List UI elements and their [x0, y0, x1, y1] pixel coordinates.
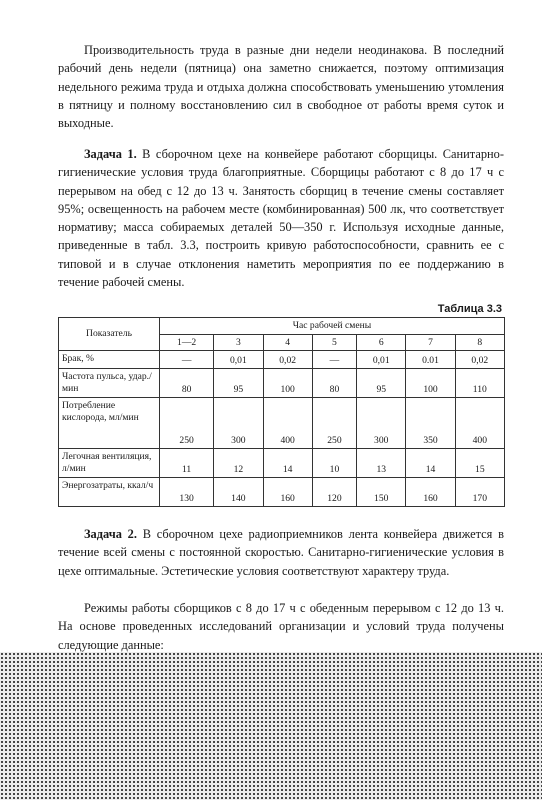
paragraph-text: Производительность труда в разные дни недели неодинакова. В последний рабочий день недели (пятница) она заметно снижается, поэтому оптимизация недельного режима труда и отдыха должна способствовать уменьшению утомления в пятницу и полному восстановлению сил в свободное от работы время суток и выходные. — [58, 43, 504, 131]
table-cell: — — [160, 351, 214, 369]
work-modes-text: Режимы работы сборщиков с 8 до 17 ч с обеденным перерывом с 12 до 13 ч. На основе проведенных исследований организации и условий труда получены следующие данные: — [58, 601, 504, 652]
table-cell: 110 — [455, 369, 504, 398]
table-title: Таблица 3.3 — [437, 303, 502, 315]
hour-cell: 7 — [406, 334, 455, 351]
table-cell: 95 — [214, 369, 263, 398]
data-table — [58, 317, 505, 507]
table-cell: 160 — [263, 478, 312, 507]
table-cell: 400 — [455, 398, 504, 449]
table-cell: 0,01 — [214, 351, 263, 369]
header-hours: Час рабочей смены — [160, 318, 505, 335]
task-2-text: В сборочном цехе радиоприемников лента конвейера движется в течение всей смены с постоянной скоростью. Санитарно-гигиенические условия в цехе оптимальные. Эстетические условия соответствуют характеру труда. — [58, 527, 504, 578]
table-cell: 13 — [357, 449, 406, 478]
table-cell: 14 — [263, 449, 312, 478]
table-cell: 350 — [406, 398, 455, 449]
table-row — [59, 449, 505, 478]
table-row — [59, 351, 505, 369]
paragraph-task-1 — [58, 145, 504, 291]
table-cell: 120 — [312, 478, 356, 507]
hour-cell: 5 — [312, 334, 356, 351]
table-cell: 10 — [312, 449, 356, 478]
row-label: Потребление кислорода, мл/мин — [59, 398, 160, 449]
task-1-text: В сборочном цехе на конвейере работают сборщицы. Санитарно-гигиенические условия труда благоприятные. Сборщицы работают с 8 до 17 ч с перерывом на обед с 12 до 13 ч. Занятость сборщиц в течение смены составляет 95%; освещенность на рабочем месте (комбинированная) 500 лк, что соответствует нормативу; масса собираемых деталей 50—350 г. Используя исходные данные, приведенные в табл. 3.3, построить кривую работоспособности, сравнить ее с типовой и в случае отклонения наметить мероприятия по ее поддержанию в течение рабочей смены. — [58, 147, 504, 290]
hour-cell: 3 — [214, 334, 263, 351]
hour-cell: 1—2 — [160, 334, 214, 351]
table-cell: 12 — [214, 449, 263, 478]
table-row — [59, 478, 505, 507]
paragraph-task-2 — [58, 525, 504, 580]
hour-cell: 4 — [263, 334, 312, 351]
table-cell: 80 — [312, 369, 356, 398]
row-label: Энергозатраты, ккал/ч — [59, 478, 160, 507]
table-cell: — — [312, 351, 356, 369]
header-indicator: Показатель — [59, 318, 160, 351]
table-cell: 250 — [160, 398, 214, 449]
table-header-row — [59, 318, 505, 335]
table-cell: 130 — [160, 478, 214, 507]
table-cell: 80 — [160, 369, 214, 398]
table-cell: 0.01 — [406, 351, 455, 369]
table-cell: 11 — [160, 449, 214, 478]
table-cell: 250 — [312, 398, 356, 449]
task-2-label: Задача 2. — [84, 527, 137, 541]
task-1-label: Задача 1. — [84, 147, 137, 161]
table-cell: 140 — [214, 478, 263, 507]
table-cell: 150 — [357, 478, 406, 507]
table-row — [59, 398, 505, 449]
table-cell: 15 — [455, 449, 504, 478]
table-cell: 160 — [406, 478, 455, 507]
table-cell: 170 — [455, 478, 504, 507]
paragraph-productivity — [58, 41, 504, 132]
table-row — [59, 369, 505, 398]
table-cell: 95 — [357, 369, 406, 398]
table-cell: 0,02 — [263, 351, 312, 369]
paragraph-work-modes — [58, 599, 504, 654]
hour-cell: 6 — [357, 334, 406, 351]
row-label: Легочная вентиляция, л/мин — [59, 449, 160, 478]
scan-dither-area — [0, 652, 542, 800]
table-cell: 100 — [263, 369, 312, 398]
row-label: Брак, % — [59, 351, 160, 369]
table-cell: 100 — [406, 369, 455, 398]
table-cell: 400 — [263, 398, 312, 449]
table-cell: 14 — [406, 449, 455, 478]
table-cell: 0,01 — [357, 351, 406, 369]
table-cell: 0,02 — [455, 351, 504, 369]
table-cell: 300 — [357, 398, 406, 449]
table-cell: 300 — [214, 398, 263, 449]
row-label: Частота пульса, удар./мин — [59, 369, 160, 398]
hour-cell: 8 — [455, 334, 504, 351]
